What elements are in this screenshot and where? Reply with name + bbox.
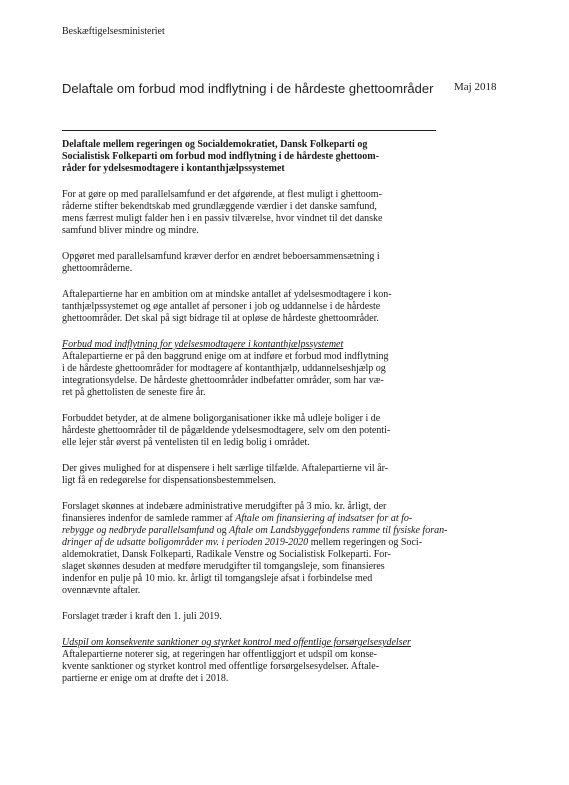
text-line: For at gøre op med parallelsamfund er det afgørende, at flest muligt i ghettoom- xyxy=(62,189,382,200)
text-span: mellem regeringen og Soci- xyxy=(308,537,423,548)
text-line: Der gives mulighed for at dispensere i helt særlige tilfælde. Aftalepartierne vil år- xyxy=(62,463,389,474)
text-line: ret på ghettolisten de seneste fire år. xyxy=(62,387,206,398)
text-span: finansieres indenfor de samlede rammer af xyxy=(62,513,236,524)
document-date: Maj 2018 xyxy=(454,81,497,93)
text-line: Aftalepartierne noterer sig, at regeringen har offentliggjort et udspil om konse- xyxy=(62,649,377,660)
text-line: Aftalepartierne er på den baggrund enige om at indføre et forbud mod indflytning xyxy=(62,351,389,362)
text-line: Forslaget træder i kraft den 1. juli 2019. xyxy=(62,611,222,622)
subheading-move-in-ban: Forbud mod indflytning for ydelsesmodtagere i kontanthjælpssystemet xyxy=(62,339,344,350)
text-line: slaget skønnes desuden at medføre merudgifter til tomgangsleje, som finansieres xyxy=(62,561,385,572)
text-line: elle lejer står øverst på ventelisten til en ledig bolig i området. xyxy=(62,437,310,448)
section-sanctions xyxy=(62,637,440,685)
paragraph-costs xyxy=(62,501,448,597)
text-line: samfund bliver mindre og mindre. xyxy=(62,225,199,236)
text-line: kvente sanktioner og styrket kontrol med offentlige forsørgelsesydelser. Aftale- xyxy=(62,661,380,672)
title-divider xyxy=(62,130,436,131)
text-line: aldemokratiet, Dansk Folkeparti, Radikale Venstre og Socialistisk Folkeparti. For- xyxy=(62,549,391,560)
text-line: partierne er enige om at drøfte det i 2018. xyxy=(62,673,229,684)
heading-line: råder for ydelsesmodtagere i kontanthjælpssystemet xyxy=(62,163,285,174)
heading-line: Delaftale mellem regeringen og Socialdemokratiet, Dansk Folkeparti og xyxy=(62,139,368,150)
text-line xyxy=(62,525,448,537)
text-line: indenfor en pulje på 10 mio. kr. årligt til tomgangsleje afsat i forbindelse med xyxy=(62,573,373,584)
paragraph-ban-meaning xyxy=(62,413,440,449)
text-line: råderne stifter bekendtskab med grundlæggende værdier i det danske samfund, xyxy=(62,201,377,212)
paragraph-effective-date xyxy=(62,611,440,623)
paragraph-ambition xyxy=(62,289,440,325)
text-line xyxy=(62,513,440,525)
text-line: Aftalepartierne har en ambition om at mindske antallet af ydelsesmodtagere i kon- xyxy=(62,289,392,300)
text-line xyxy=(62,537,440,549)
subheading-sanctions: Udspil om konsekvente sanktioner og styrket kontrol med offentlige forsørgelsesydelser xyxy=(62,637,411,648)
paragraph-dispensation xyxy=(62,463,440,487)
paragraph-resident-composition xyxy=(62,251,440,275)
text-line: ligt få en redegørelse for dispensationsbestemmelsen. xyxy=(62,475,276,486)
heading-line: Socialistisk Folkeparti om forbud mod indflytning i de hårdeste ghettoom- xyxy=(62,151,379,162)
text-line: ovennævnte aftaler. xyxy=(62,585,141,596)
ministry-name: Beskæftigelsesministeriet xyxy=(62,26,165,37)
agreement-title-italic: Aftale om Landsbyggefondens ramme til fysiske foran- xyxy=(229,525,448,536)
paragraph-parallel-societies xyxy=(62,189,440,237)
text-line: i de hårdeste ghettoområder for modtagere af kontanthjælp, uddannelseshjælp og xyxy=(62,363,386,374)
text-line: ghettoområder. Det skal på sigt bidrage til at opløse de hårdeste ghettoområder. xyxy=(62,313,379,324)
agreement-title-italic: dringer af de udsatte boligområder mv. i perioden 2019-2020 xyxy=(62,537,309,548)
text-line: Opgøret med parallelsamfund kræver derfor en ændret beboersammensætning i xyxy=(62,251,380,262)
text-line: Forslaget skønnes at indebære administrative merudgifter på 3 mio. kr. årligt, der xyxy=(62,501,387,512)
text-span: og xyxy=(214,525,230,536)
section-move-in-ban xyxy=(62,339,440,399)
text-line: mens færrest muligt falder hen i en passiv tilværelse, hvor vindnet til det danske xyxy=(62,213,383,224)
text-line: hårdeste ghettoområder til de pågældende ydelsesmodtagere, selv om den potenti- xyxy=(62,425,391,436)
text-line: tanthjælpssystemet og øge antallet af personer i job og uddannelse i de hårdeste xyxy=(62,301,381,312)
agreement-heading xyxy=(62,139,440,175)
agreement-title-italic: Aftale om finansiering af indsatser for at fo- xyxy=(235,513,413,524)
text-line: ghettoområderne. xyxy=(62,263,133,274)
document-title: Delaftale om forbud mod indflytning i de hårdeste ghettoområder xyxy=(62,81,434,96)
text-line: integrationsydelse. De hårdeste ghettoområder indbefatter områder, som har væ- xyxy=(62,375,384,386)
text-line: Forbuddet betyder, at de almene boligorganisationer ikke må udleje boliger i de xyxy=(62,413,381,424)
document-body xyxy=(62,139,448,699)
agreement-title-italic: rebygge og nedbryde parallelsamfund xyxy=(62,525,215,536)
